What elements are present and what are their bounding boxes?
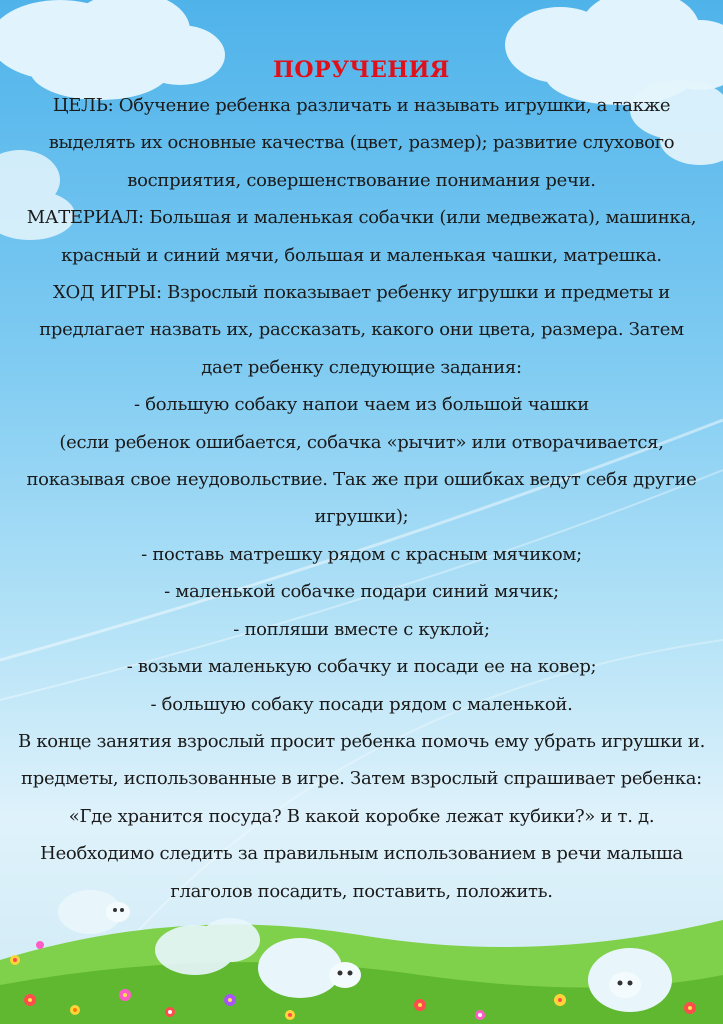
text-line: игрушки);: [314, 506, 409, 528]
text-line: выделять их основные качества (цвет, размер); развитие слухового: [48, 132, 675, 154]
text-line: красный и синий мячи, большая и маленькая чашки, матрешка.: [61, 244, 662, 266]
text-line: дает ребенку следующие задания:: [201, 356, 522, 378]
text-line: (если ребенок ошибается, собачка «рычит» или отворачивается,: [59, 431, 664, 453]
text-line: глаголов посадить, поставить, положить.: [170, 880, 553, 902]
page-title: ПОРУЧЕНИЯ: [273, 57, 450, 83]
text-line: - поставь матрешку рядом с красным мячиком;: [141, 543, 582, 565]
sheep-right: [588, 948, 672, 1012]
text-line: ХОД ИГРЫ: Взрослый показывает ребенку игрушки и предметы и: [53, 282, 670, 304]
text-line: МАТЕРИАЛ: Большая и маленькая собачки (или медвежата), машинка,: [26, 207, 697, 229]
document-body: [18, 55, 705, 910]
text-line: - большую собаку посади рядом с маленькой.: [150, 693, 573, 715]
text-line: Необходимо следить за правильным использованием в речи малыша: [40, 843, 683, 865]
text-line: ЦЕЛЬ: Обучение ребенка различать и называть игрушки, а также: [52, 95, 671, 116]
text-line: показывая свое неудовольствие. Так же при ошибках ведут себя другие: [26, 469, 697, 491]
text-line: восприятия, совершенствование понимания речи.: [127, 169, 596, 191]
text-line: - маленькой собачке подари синий мячик;: [164, 581, 559, 603]
text-line: - возьми маленькую собачку и посади ее на ковер;: [126, 656, 597, 678]
text-line: - попляши вместе с куклой;: [233, 618, 490, 640]
text-line: «Где хранится посуда? В какой коробке лежат кубики?» и т. д.: [68, 805, 655, 827]
text-line: В конце занятия взрослый просит ребенка помочь ему убрать игрушки и.: [18, 730, 706, 752]
text-line: - большую собаку напои чаем из большой чашки: [134, 394, 589, 416]
text-line: предлагает назвать их, рассказать, какого они цвета, размера. Затем: [39, 319, 684, 341]
text-line: предметы, использованные в игре. Затем взрослый спрашивает ребенка:: [21, 768, 702, 790]
